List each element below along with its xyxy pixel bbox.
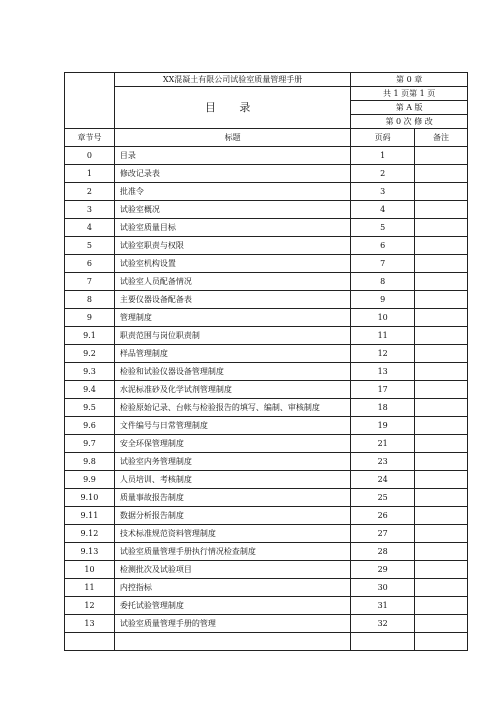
- col-header-title: 标题: [114, 129, 350, 147]
- title-cell: 数据分析报告制度: [114, 507, 350, 525]
- title-cell: 试验室机构设置: [114, 255, 350, 273]
- table-row: [65, 327, 468, 345]
- doc-title: 目 录: [114, 87, 350, 129]
- empty-row: [65, 633, 468, 651]
- remark-cell: [415, 597, 468, 615]
- remark-cell: [415, 255, 468, 273]
- header-row-2: [65, 87, 468, 101]
- section-cell: 9.2: [65, 345, 115, 363]
- remark-cell: [415, 345, 468, 363]
- page-cell: 11: [351, 327, 415, 345]
- table-row: [65, 291, 468, 309]
- section-cell: 0: [65, 147, 115, 165]
- remark-cell: [415, 543, 468, 561]
- section-cell: 9.9: [65, 471, 115, 489]
- section-cell: 9.6: [65, 417, 115, 435]
- title-cell: 水泥标准砂及化学试剂管理制度: [114, 381, 350, 399]
- table-row: [65, 489, 468, 507]
- table-row: [65, 381, 468, 399]
- title-cell: 内控指标: [114, 579, 350, 597]
- revision-label: 第 0 次 修 改: [351, 115, 468, 129]
- empty-cell: [114, 633, 350, 651]
- title-cell: 检验和试验仪器设备管理制度: [114, 363, 350, 381]
- table-row: [65, 237, 468, 255]
- remark-cell: [415, 417, 468, 435]
- pages-label: 共 1 页第 1 页: [351, 87, 468, 101]
- page-cell: 26: [351, 507, 415, 525]
- section-cell: 4: [65, 219, 115, 237]
- column-header-row: [65, 129, 468, 147]
- page-cell: 6: [351, 237, 415, 255]
- title-cell: 试验室内务管理制度: [114, 453, 350, 471]
- remark-cell: [415, 183, 468, 201]
- section-cell: 10: [65, 561, 115, 579]
- table-row: [65, 147, 468, 165]
- title-cell: 检测批次及试验项目: [114, 561, 350, 579]
- page-cell: 19: [351, 417, 415, 435]
- page-cell: 29: [351, 561, 415, 579]
- remark-cell: [415, 381, 468, 399]
- table-row: [65, 543, 468, 561]
- title-cell: 试验室职责与权限: [114, 237, 350, 255]
- remark-cell: [415, 507, 468, 525]
- page-cell: 18: [351, 399, 415, 417]
- section-cell: 9.3: [65, 363, 115, 381]
- section-cell: 9.12: [65, 525, 115, 543]
- title-cell: 试验室质量管理手册执行情况检查制度: [114, 543, 350, 561]
- title-cell: 委托试验管理制度: [114, 597, 350, 615]
- remark-cell: [415, 219, 468, 237]
- title-cell: 主要仪器设备配备表: [114, 291, 350, 309]
- page-cell: 5: [351, 219, 415, 237]
- section-cell: 9.5: [65, 399, 115, 417]
- remark-cell: [415, 327, 468, 345]
- remark-cell: [415, 147, 468, 165]
- table-row: [65, 219, 468, 237]
- page-cell: 24: [351, 471, 415, 489]
- header-blank-cell: [65, 73, 115, 129]
- table-row: [65, 525, 468, 543]
- table-row: [65, 309, 468, 327]
- remark-cell: [415, 615, 468, 633]
- table-row: [65, 399, 468, 417]
- section-cell: 6: [65, 255, 115, 273]
- section-cell: 8: [65, 291, 115, 309]
- table-row: [65, 165, 468, 183]
- table-row: [65, 345, 468, 363]
- page-cell: 3: [351, 183, 415, 201]
- empty-cell: [415, 633, 468, 651]
- remark-cell: [415, 309, 468, 327]
- col-header-page: 页码: [351, 129, 415, 147]
- remark-cell: [415, 471, 468, 489]
- manual-title: XX混凝土有限公司试验室质量管理手册: [114, 73, 350, 87]
- remark-cell: [415, 201, 468, 219]
- title-cell: 样品管理制度: [114, 345, 350, 363]
- table-row: [65, 255, 468, 273]
- table-row: [65, 471, 468, 489]
- table-row: [65, 453, 468, 471]
- title-cell: 人员培训、考核制度: [114, 471, 350, 489]
- empty-cell: [351, 633, 415, 651]
- table-row: [65, 417, 468, 435]
- toc-table: [64, 72, 468, 651]
- remark-cell: [415, 291, 468, 309]
- remark-cell: [415, 273, 468, 291]
- remark-cell: [415, 435, 468, 453]
- section-cell: 9: [65, 309, 115, 327]
- section-cell: 9.11: [65, 507, 115, 525]
- page-cell: 4: [351, 201, 415, 219]
- section-cell: 3: [65, 201, 115, 219]
- edition-label: 第 A 版: [351, 101, 468, 115]
- title-cell: 职责范围与岗位职责制: [114, 327, 350, 345]
- title-cell: 检验原始记录、台帐与检验报告的填写、编制、审核制度: [114, 399, 350, 417]
- remark-cell: [415, 363, 468, 381]
- title-cell: 试验室质量管理手册的管理: [114, 615, 350, 633]
- page-cell: 8: [351, 273, 415, 291]
- table-row: [65, 579, 468, 597]
- remark-cell: [415, 489, 468, 507]
- section-cell: 9.7: [65, 435, 115, 453]
- table-row: [65, 435, 468, 453]
- title-cell: 修改记录表: [114, 165, 350, 183]
- section-cell: 1: [65, 165, 115, 183]
- page-cell: 2: [351, 165, 415, 183]
- page-cell: 28: [351, 543, 415, 561]
- page-cell: 17: [351, 381, 415, 399]
- title-cell: 安全环保管理制度: [114, 435, 350, 453]
- page-cell: 13: [351, 363, 415, 381]
- page-cell: 25: [351, 489, 415, 507]
- remark-cell: [415, 525, 468, 543]
- table-row: [65, 273, 468, 291]
- title-cell: 目录: [114, 147, 350, 165]
- section-cell: 5: [65, 237, 115, 255]
- page-cell: 7: [351, 255, 415, 273]
- title-cell: 管理制度: [114, 309, 350, 327]
- title-cell: 批准令: [114, 183, 350, 201]
- section-cell: 9.8: [65, 453, 115, 471]
- page-cell: 31: [351, 597, 415, 615]
- page-cell: 21: [351, 435, 415, 453]
- page-cell: 32: [351, 615, 415, 633]
- page-cell: 10: [351, 309, 415, 327]
- remark-cell: [415, 561, 468, 579]
- page-cell: 23: [351, 453, 415, 471]
- section-cell: 9.10: [65, 489, 115, 507]
- table-row: [65, 183, 468, 201]
- table-row: [65, 615, 468, 633]
- page-cell: 30: [351, 579, 415, 597]
- page-cell: 27: [351, 525, 415, 543]
- empty-cell: [65, 633, 115, 651]
- section-cell: 9.13: [65, 543, 115, 561]
- title-cell: 试验室人员配备情况: [114, 273, 350, 291]
- remark-cell: [415, 579, 468, 597]
- section-cell: 11: [65, 579, 115, 597]
- title-cell: 技术标准规范资料管理制度: [114, 525, 350, 543]
- section-cell: 7: [65, 273, 115, 291]
- table-row: [65, 561, 468, 579]
- title-cell: 试验室质量目标: [114, 219, 350, 237]
- section-cell: 2: [65, 183, 115, 201]
- section-cell: 12: [65, 597, 115, 615]
- col-header-section: 章节号: [65, 129, 115, 147]
- title-cell: 文件编号与日常管理制度: [114, 417, 350, 435]
- page-cell: 9: [351, 291, 415, 309]
- chapter-label: 第 0 章: [351, 73, 468, 87]
- title-cell: 质量事故报告制度: [114, 489, 350, 507]
- table-row: [65, 201, 468, 219]
- remark-cell: [415, 237, 468, 255]
- page-cell: 12: [351, 345, 415, 363]
- section-cell: 9.4: [65, 381, 115, 399]
- title-cell: 试验室概况: [114, 201, 350, 219]
- table-row: [65, 507, 468, 525]
- page-cell: 1: [351, 147, 415, 165]
- remark-cell: [415, 165, 468, 183]
- table-row: [65, 363, 468, 381]
- table-row: [65, 597, 468, 615]
- col-header-remark: 备注: [415, 129, 468, 147]
- header-row-1: [65, 73, 468, 87]
- remark-cell: [415, 399, 468, 417]
- remark-cell: [415, 453, 468, 471]
- section-cell: 13: [65, 615, 115, 633]
- section-cell: 9.1: [65, 327, 115, 345]
